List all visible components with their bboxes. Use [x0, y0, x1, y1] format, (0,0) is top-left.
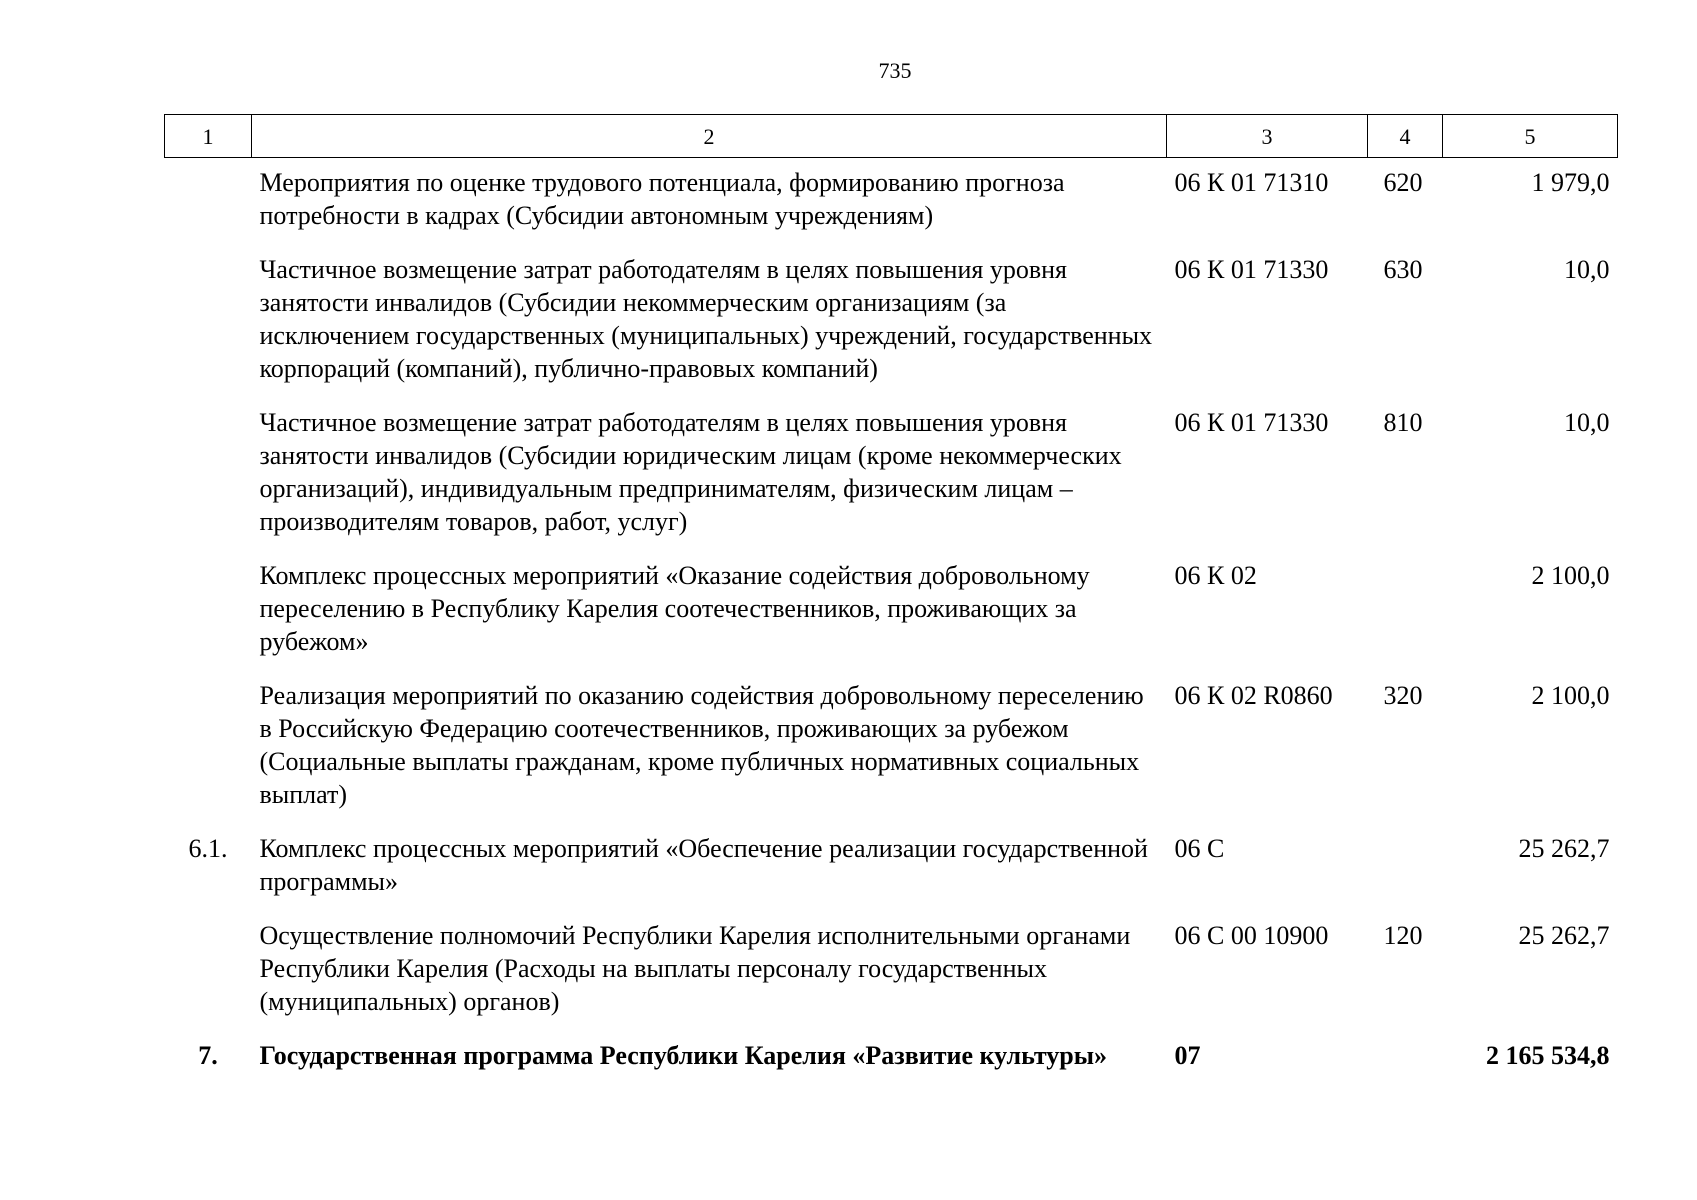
- row-csr-code: 06 К 02: [1174, 561, 1257, 590]
- row-csr-code: 06 С: [1174, 834, 1225, 863]
- row-amount: 25 262,7: [1518, 834, 1610, 863]
- table-row: [165, 1025, 1618, 1079]
- header-col-4: 4: [1368, 115, 1443, 158]
- header-col-1: 1: [165, 115, 252, 158]
- page-number: 735: [878, 58, 912, 83]
- row-name: Реализация мероприятий по оказанию содействия добровольному переселению в Российскую Федерацию соотечественников, проживающих за рубежом (Социальные выплаты гражданам, кроме публичных нормативных социальных выплат): [259, 681, 1144, 809]
- row-vr-code: [1368, 545, 1443, 665]
- header-col-2: 2: [252, 115, 1167, 158]
- row-csr-code: 06 К 01 71330: [1174, 255, 1329, 284]
- table-body: [165, 158, 1618, 1080]
- row-amount: 2 165 534,8: [1486, 1041, 1610, 1070]
- row-amount: 2 100,0: [1531, 561, 1610, 590]
- table-row: [165, 818, 1618, 905]
- row-number: [165, 392, 252, 545]
- header-col-5: 5: [1443, 115, 1618, 158]
- table-row: [165, 665, 1618, 818]
- row-name: Частичное возмещение затрат работодателям в целях повышения уровня занятости инвалидов (Субсидии юридическим лицам (кроме некоммерческих организаций), индивидуальным предпринимателям, физическим лицам – производителям товаров, работ, услуг): [259, 408, 1122, 536]
- table-row: [165, 545, 1618, 665]
- row-name: Мероприятия по оценке трудового потенциала, формированию прогноза потребности в кадрах (Субсидии автономным учреждениям): [259, 168, 1065, 230]
- row-csr-code: 06 С 00 10900: [1174, 921, 1329, 950]
- row-amount: 2 100,0: [1531, 681, 1610, 710]
- row-name: Частичное возмещение затрат работодателям в целях повышения уровня занятости инвалидов (Субсидии некоммерческим организациям (за исключением государственных (муниципальных) учреждений, государственных корпораций (компаний), публично-правовых компаний): [259, 255, 1153, 383]
- row-vr-code: [1368, 1025, 1443, 1079]
- row-vr-code: 320: [1383, 681, 1423, 710]
- header-row: [165, 115, 1618, 158]
- row-name: Комплекс процессных мероприятий «Оказание содействия добровольному переселению в Республику Карелия соотечественников, проживающих за рубежом»: [259, 561, 1090, 656]
- row-vr-code: 620: [1383, 168, 1423, 197]
- row-vr-code: 810: [1383, 408, 1423, 437]
- row-number: 6.1.: [188, 834, 228, 863]
- budget-table: [164, 114, 1618, 1079]
- row-amount: 10,0: [1564, 408, 1610, 437]
- row-csr-code: 06 К 02 R0860: [1174, 681, 1333, 710]
- row-number: [165, 905, 252, 1025]
- row-number: [165, 545, 252, 665]
- row-csr-code: 07: [1174, 1041, 1201, 1070]
- row-csr-code: 06 К 01 71310: [1174, 168, 1329, 197]
- table-row: [165, 239, 1618, 392]
- table-row: [165, 905, 1618, 1025]
- row-amount: 25 262,7: [1518, 921, 1610, 950]
- row-number: [165, 665, 252, 818]
- row-vr-code: 630: [1383, 255, 1423, 284]
- row-name: Комплекс процессных мероприятий «Обеспечение реализации государственной программы»: [259, 834, 1148, 896]
- row-number: [165, 158, 252, 240]
- row-vr-code: [1368, 818, 1443, 905]
- row-number: 7.: [198, 1041, 218, 1070]
- row-amount: 10,0: [1564, 255, 1610, 284]
- table-row: [165, 392, 1618, 545]
- row-name: Осуществление полномочий Республики Карелия исполнительными органами Республики Карелия (Расходы на выплаты персоналу государственных (муниципальных) органов): [259, 921, 1131, 1016]
- row-number: [165, 239, 252, 392]
- table-row: [165, 158, 1618, 240]
- row-name: Государственная программа Республики Карелия «Развитие культуры»: [259, 1041, 1108, 1070]
- table-header: [165, 115, 1618, 158]
- header-col-3: 3: [1167, 115, 1368, 158]
- row-csr-code: 06 К 01 71330: [1174, 408, 1329, 437]
- row-amount: 1 979,0: [1531, 168, 1610, 197]
- row-vr-code: 120: [1383, 921, 1423, 950]
